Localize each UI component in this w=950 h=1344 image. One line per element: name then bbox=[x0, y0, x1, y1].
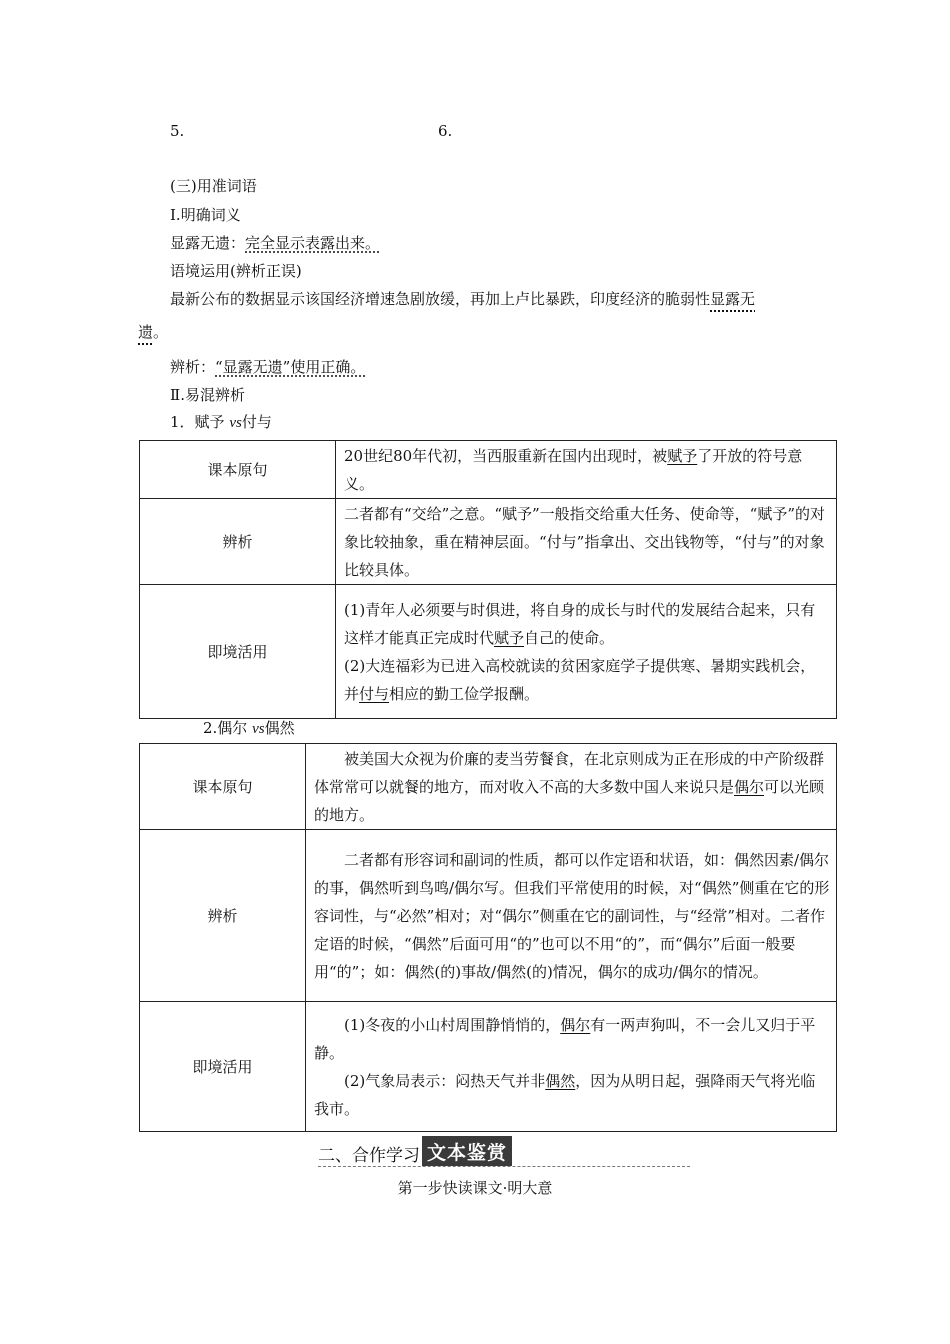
analysis-text: “显露无遗”使用正确。 bbox=[215, 358, 366, 376]
example-sentence: 最新公布的数据显示该国经济增速急剧放缓，再加上卢比暴跌，印度经济的脆弱性显露无 bbox=[170, 290, 756, 308]
table-row bbox=[140, 830, 837, 1002]
table-row bbox=[140, 585, 837, 719]
part2-title: Ⅱ.易混辨析 bbox=[170, 386, 245, 404]
emphasized-word: 显露无 bbox=[710, 290, 756, 308]
section-banner bbox=[318, 1134, 512, 1166]
practice-item: (2)气象局表示：闷热天气并非偶然，因为从明日起，强降雨天气将光临我市。 bbox=[314, 1071, 816, 1118]
row-content: 20世纪80年代初，当西服重新在国内出现时，被赋予了开放的符号意义。 bbox=[336, 441, 837, 499]
row-content bbox=[306, 1002, 837, 1132]
comparison-table-2 bbox=[139, 743, 837, 1132]
key-word: 偶尔 bbox=[560, 1015, 591, 1034]
row-content: 被美国大众视为价廉的麦当劳餐食，在北京则成为正在形成的中产阶级群体常常可以就餐的地方，而对收入不高的大多数中国人来说只是偶尔可以光顾的地方。 bbox=[306, 744, 837, 830]
example-sentence-end: 遗。 bbox=[138, 323, 169, 341]
key-word: 赋予 bbox=[667, 446, 698, 465]
key-word: 赋予 bbox=[494, 628, 525, 647]
row-header: 即境活用 bbox=[140, 1002, 306, 1132]
practice-item: (1)冬夜的小山村周围静悄悄的，偶尔有一两声狗叫，不一会儿又归于平静。 bbox=[314, 1015, 816, 1062]
key-word: 付与 bbox=[359, 684, 390, 703]
table-row bbox=[140, 1002, 837, 1132]
table-row bbox=[140, 441, 837, 499]
analysis-label: 辨析： bbox=[170, 358, 216, 376]
part1-title: Ⅰ.明确词义 bbox=[170, 206, 241, 224]
practice-item: (2)大连福彩为已进入高校就读的贫困家庭学子提供寒、暑期实践机会，并付与相应的勤工俭学报酬。 bbox=[344, 656, 816, 703]
row-header: 辨析 bbox=[140, 499, 336, 585]
row-header: 即境活用 bbox=[140, 585, 336, 719]
row-content bbox=[336, 585, 837, 719]
word-definition: 完全显示表露出来。 bbox=[245, 234, 381, 252]
section-prefix: 二、合作学习 bbox=[318, 1146, 420, 1166]
comparison-table-1 bbox=[139, 440, 837, 719]
section-badge: 文本鉴赏 bbox=[422, 1136, 512, 1166]
row-content: 二者都有“交给”之意。“赋予”一般指交给重大任务、使命等，“赋予”的对象比较抽象，重在精神层面。“付与”指拿出、交出钱物等，“付与”的对象比较具体。 bbox=[336, 499, 837, 585]
row-header: 课本原句 bbox=[140, 744, 306, 830]
pair1-title: 1．赋予 vs付与 bbox=[170, 413, 272, 431]
word-definition-line bbox=[170, 232, 380, 253]
table-row bbox=[140, 499, 837, 585]
item-number-6: 6. bbox=[438, 122, 453, 140]
key-word: 偶尔 bbox=[734, 777, 765, 796]
pair2-title: 2.偶尔 vs偶然 bbox=[203, 719, 295, 737]
table-row bbox=[140, 744, 837, 830]
section-heading: (三)用准词语 bbox=[170, 177, 257, 195]
row-header: 课本原句 bbox=[140, 441, 336, 499]
step-title: 第一步快读课文·明大意 bbox=[397, 1179, 553, 1197]
item-number-5: 5. bbox=[170, 122, 185, 140]
analysis-line bbox=[170, 356, 365, 377]
practice-item: (1)青年人必须要与时俱进，将自身的成长与时代的发展结合起来，只有这样才能真正完成时代赋予自己的使命。 bbox=[344, 600, 816, 647]
row-header: 辨析 bbox=[140, 830, 306, 1002]
context-title: 语境运用(辨析正误) bbox=[170, 262, 302, 280]
section-divider bbox=[318, 1166, 690, 1167]
key-word: 偶然 bbox=[545, 1071, 576, 1090]
word-label: 显露无遗： bbox=[170, 234, 246, 252]
row-content: 二者都有形容词和副词的性质，都可以作定语和状语，如：偶然因素/偶尔的事，偶然听到鸟鸣/偶尔写。但我们平常使用的时候，对“偶然”侧重在它的形容词性，与“必然”相对；对“偶尔”侧重在它的副词性，与“经常”相对。二者作定语的时候，“偶然”后面可用“的”也可以不用“的”，而“偶尔”后面一般要用“的”；如：偶然(的)事故/偶然(的)情况，偶尔的成功/偶尔的情况。 bbox=[306, 830, 837, 1002]
